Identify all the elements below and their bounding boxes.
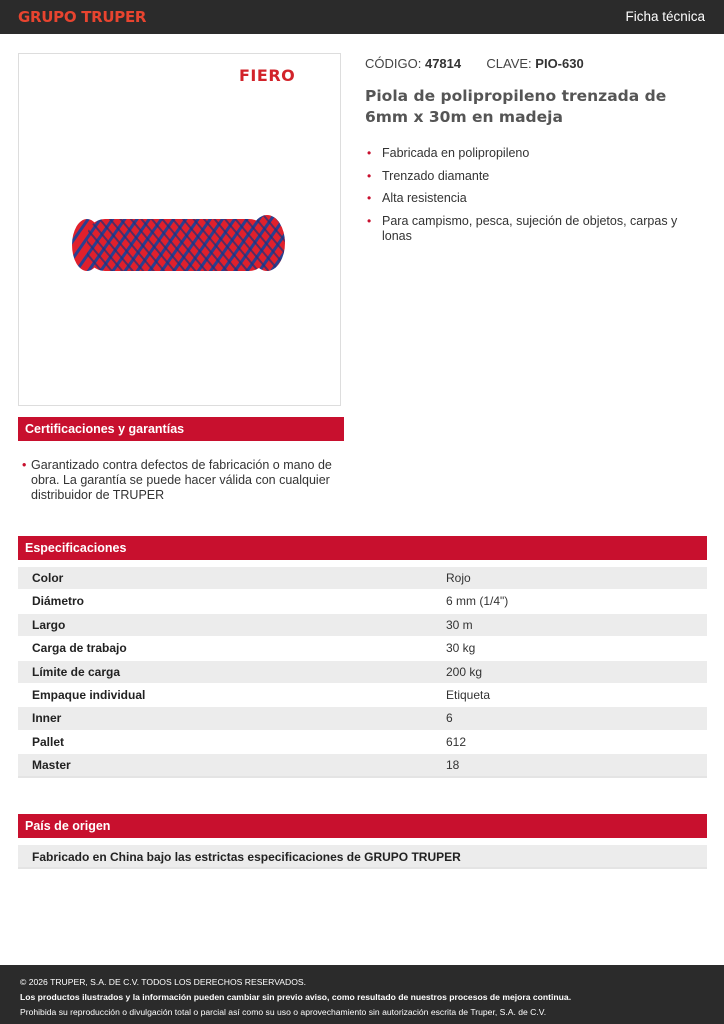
spec-row	[18, 731, 707, 754]
spec-row	[18, 707, 707, 730]
spec-row	[18, 661, 707, 684]
origin-heading: País de origen	[18, 814, 707, 838]
spec-value: 30 kg	[446, 641, 476, 656]
brand-logo: GRUPO TRUPER	[18, 8, 147, 26]
spec-value: Rojo	[446, 571, 471, 585]
spec-label: Empaque individual	[32, 687, 146, 702]
spec-row	[18, 590, 707, 613]
page-footer	[0, 965, 724, 1024]
spec-label: Master	[32, 758, 71, 773]
feature-item: • Trenzado diamante	[365, 169, 700, 185]
disclaimer-text: Los productos ilustrados y la información pueden cambiar sin previo aviso, como resultado de nuestros procesos de mejora continua.	[20, 992, 572, 1002]
spec-row	[18, 614, 707, 637]
feature-list	[365, 146, 700, 252]
key-value: PIO-630	[535, 56, 584, 71]
spec-row	[18, 567, 707, 590]
spec-label: Inner	[32, 711, 62, 726]
spec-row	[18, 684, 707, 707]
spec-label: Pallet	[32, 734, 65, 749]
code-label: CÓDIGO:	[365, 56, 422, 71]
certifications-heading: Certificaciones y garantías	[18, 417, 344, 441]
header-bar	[0, 0, 724, 34]
origin-text: Fabricado en China bajo las estrictas especificaciones de GRUPO TRUPER	[18, 845, 707, 869]
product-title: Piola de polipropileno trenzada de 6mm x 30m en madeja	[365, 87, 667, 126]
product-image-frame	[18, 53, 341, 406]
spec-value: 6	[446, 711, 453, 726]
copyright-text: © 2026 TRUPER, S.A. DE C.V. TODOS LOS DERECHOS RESERVADOS.	[20, 977, 307, 987]
warranty-text: • Garantizado contra defectos de fabricación o mano de obra. La garantía se puede hacer válida con cualquier distribuidor de TRUPER	[22, 458, 342, 503]
page-title: Ficha técnica	[625, 9, 705, 24]
spec-label: Largo	[32, 617, 66, 632]
code-value: 47814	[424, 56, 462, 71]
spec-label: Carga de trabajo	[32, 641, 127, 656]
feature-item: • Alta resistencia	[365, 191, 700, 207]
rope-coil-image	[69, 209, 289, 279]
product-codes	[365, 56, 584, 71]
spec-value: 612	[446, 734, 467, 749]
key-label: CLAVE:	[486, 56, 532, 71]
feature-item: • Fabricada en polipropileno	[365, 146, 700, 162]
spec-row	[18, 637, 707, 660]
specifications-table	[18, 567, 707, 778]
fiero-logo: FIERO	[239, 66, 296, 85]
spec-label: Color	[32, 571, 64, 585]
feature-item: • Para campismo, pesca, sujeción de objetos, carpas y lonas	[365, 214, 700, 245]
spec-value: Etiqueta	[446, 687, 491, 702]
spec-label: Diámetro	[32, 594, 85, 609]
specifications-heading: Especificaciones	[18, 536, 707, 560]
spec-row	[18, 754, 707, 777]
spec-value: 200 kg	[446, 664, 483, 679]
spec-label: Límite de carga	[32, 664, 121, 679]
spec-value: 18	[446, 758, 460, 773]
prohibition-text: Prohibida su reproducción o divulgación total o parcial así como su uso o aprovechamiento sin autorización escrita de Truper, S.A. de C.V.	[20, 1007, 547, 1017]
spec-value: 6 mm (1/4")	[446, 594, 509, 609]
spec-value: 30 m	[446, 617, 473, 632]
